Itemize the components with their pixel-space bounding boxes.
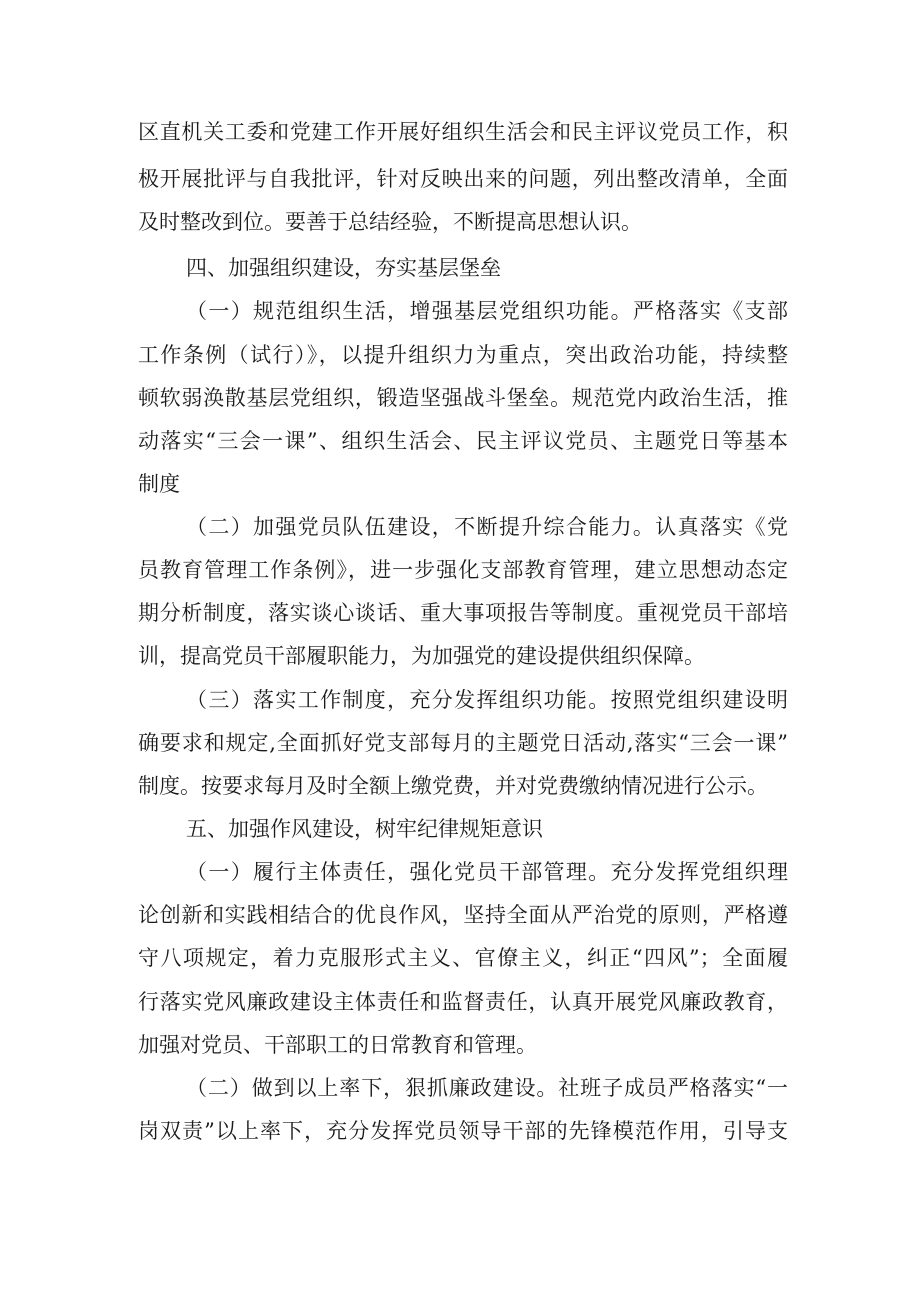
paragraph-line: 期分析制度，落实谈心谈话、重大事项报告等制度。重视党员干部培 [138,601,788,625]
paragraph-line: （一）规范组织生活，增强基层党组织功能。严格落实《支部 [186,299,788,323]
paragraph-line: 及时整改到位。要善于总结经验，不断提高思想认识。 [138,210,642,234]
section-heading: 五、加强作风建设，树牢纪律规矩意识 [186,817,543,841]
section-heading: 四、加强组织建设，夯实基层堡垒 [186,256,501,280]
paragraph-line: 论创新和实践相结合的优良作风，坚持全面从严治党的原则，严格遵 [138,903,788,927]
paragraph-line: （一）履行主体责任，强化党员干部管理。充分发挥党组织理 [186,860,788,884]
paragraph-line: 员教育管理工作条例》，进一步强化支部教育管理，建立思想动态定 [138,558,788,582]
paragraph-line: 确要求和规定,全面抓好党支部每月的主题党日活动,落实“三会一课” [138,731,788,755]
paragraph-line: （二）加强党员队伍建设，不断提升综合能力。认真落实《党 [186,515,788,539]
paragraph-line: 极开展批评与自我批评，针对反映出来的问题，列出整改清单，全面 [138,167,788,191]
paragraph-line: 动落实“三会一课”、组织生活会、民主评议党员、主题党日等基本 [138,429,788,453]
paragraph-line: 岗双责”以上率下，充分发挥党员领导干部的先锋模范作用，引导支 [138,1119,788,1143]
paragraph-line: 区直机关工委和党建工作开展好组织生活会和民主评议党员工作，积 [138,120,788,144]
paragraph-line: （三）落实工作制度，充分发挥组织功能。按照党组织建设明 [186,688,788,712]
paragraph-line: 工作条例（试行）》，以提升组织力为重点，突出政治功能，持续整 [138,343,788,367]
paragraph-line: 制度。按要求每月及时全额上缴党费，并对党费缴纳情况进行公示。 [138,774,768,798]
paragraph-line: 守八项规定，着力克服形式主义、官僚主义，纠正“四风”；全面履 [138,946,788,970]
paragraph-line: 训，提高党员干部履职能力，为加强党的建设提供组织保障。 [138,644,705,668]
paragraph-line: 制度 [138,472,180,496]
paragraph-line: 加强对党员、干部职工的日常教育和管理。 [138,1033,537,1057]
paragraph-line: 顿软弱涣散基层党组织，锻造坚强战斗堡垒。规范党内政治生活，推 [138,386,788,410]
paragraph-line: （二）做到以上率下，狠抓廉政建设。社班子成员严格落实“一 [186,1076,788,1100]
paragraph-line: 行落实党风廉政建设主体责任和监督责任，认真开展党风廉政教育， [138,990,788,1014]
